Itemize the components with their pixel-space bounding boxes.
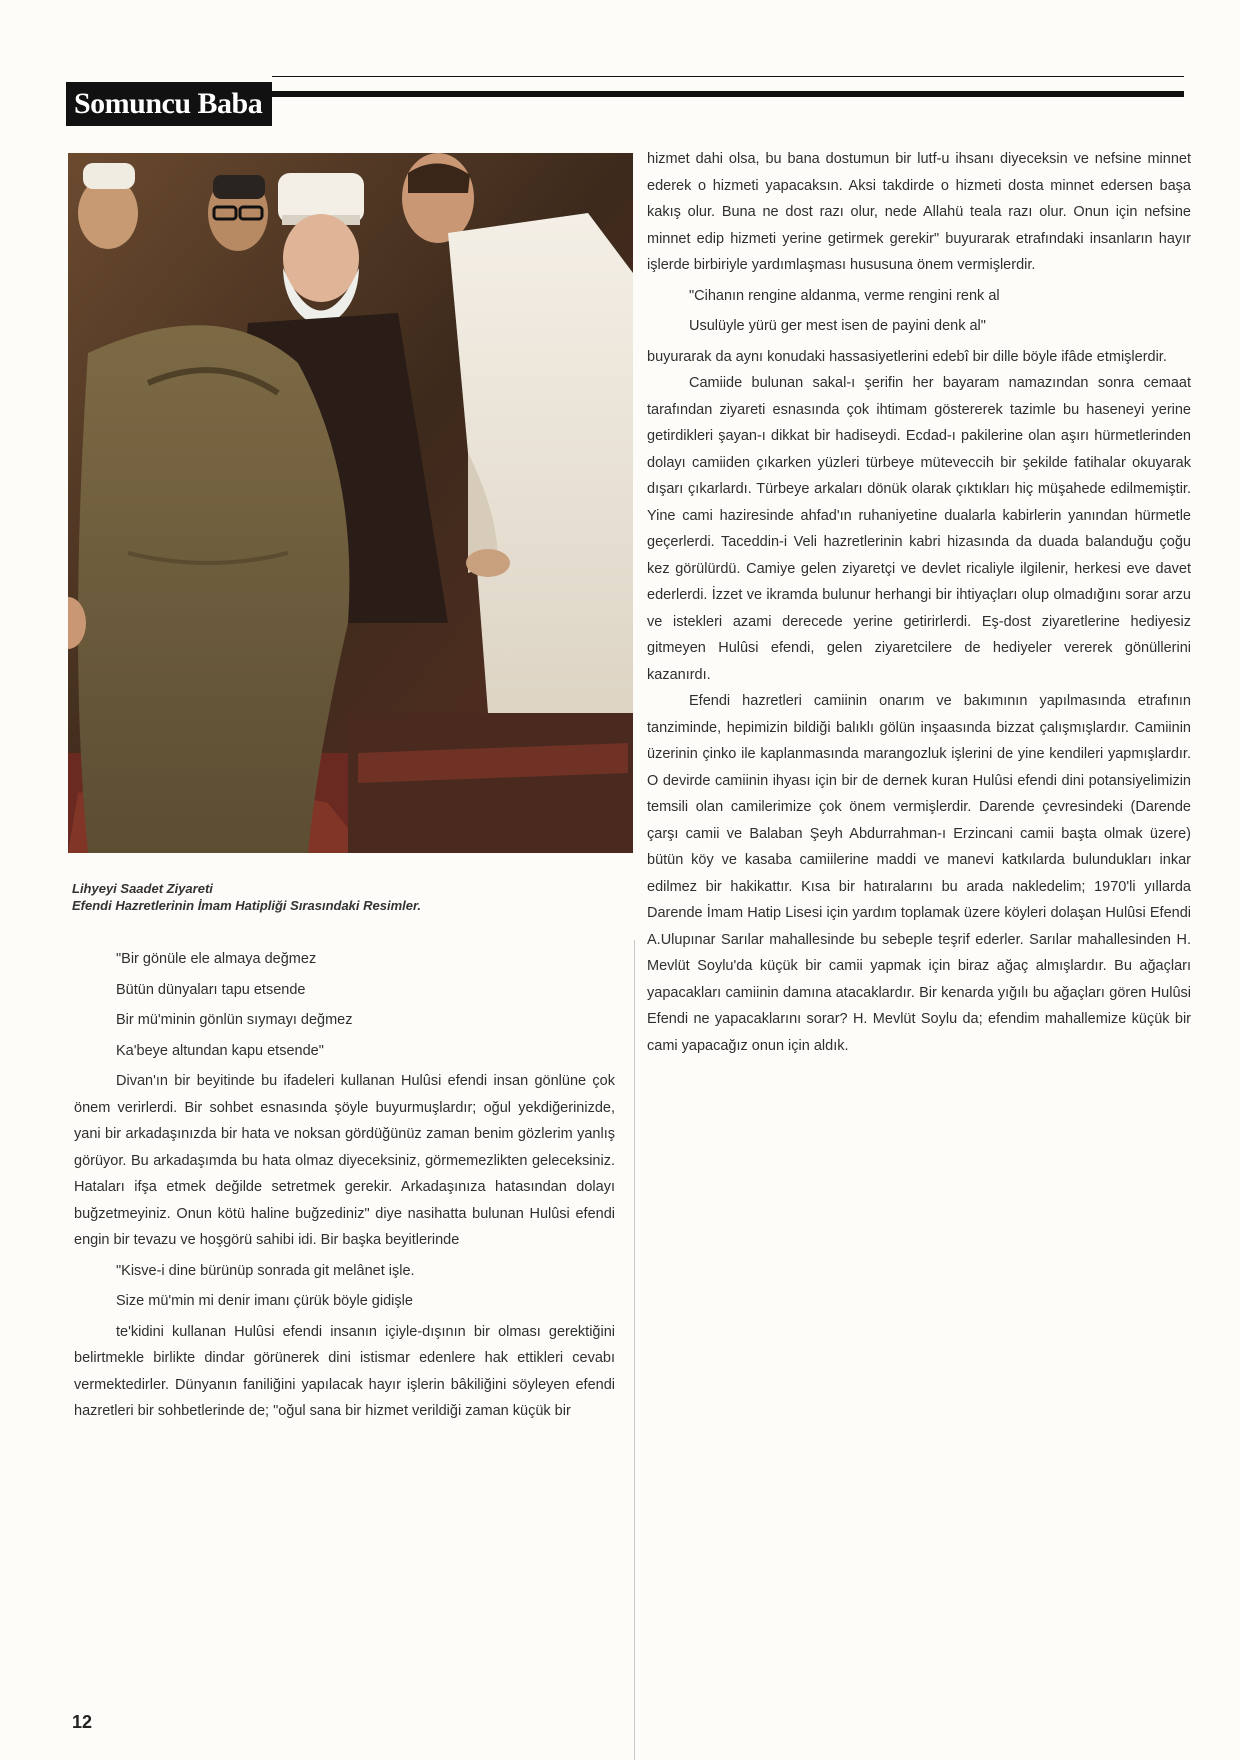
photo-illustration xyxy=(68,153,633,853)
photo-caption xyxy=(72,880,632,914)
header-thin-rule xyxy=(272,76,1184,77)
left-column xyxy=(74,942,615,1425)
verse-line: "Kisve-i dine bürünüp sonrada git melânet işle. xyxy=(116,1262,415,1279)
column-divider xyxy=(634,940,635,1760)
paragraph: Efendi hazretleri camiinin onarım ve bakımının yapılmasında etrafının tanziminde, hepimizin bildiği balıklı gölün inşaasında bizzat çalışmışlardır. Camiinin üzerinin çinko ile kaplanmasında marangozluk işlerini de yine kendileri yapmışlardır. O devirde camiinin ihyası için bir de dernek kuran Hulûsi efendi dini potansiyelimizin temsili olan camilerimize çok önem vermişlerdir. Darende çevresindeki (Darende çarşı camii ve Balaban Şeyh Abdurrahman-ı Erzincani camii başta olmak üzere) bütün köy ve kasaba camiilerine maddi ve manevi katkılarda bulundukları inkar edilmez bir hakikattır. Kısa bir hatıralarını bu arada nakledelim; 1970'li yıllarda Darende İmam Hatip Lisesi için yardım toplamak üzere köyleri dolaşan Hulûsi Efendi A.Ulupınar Sarılar mahallesinde bu sebeple teşrif ederler. Sarılar mahallesinden H. Mevlüt Soylu'da küçük bir camii yapmak için biraz ağaç almışlardır. Bu ağaçları yapacakları camiinin damına atacaklardır. Bir kenarda yığılı bu ağaçları gören Hulûsi Efendi ne yapacaklarını sorar? H. Mevlüt Soylu da; efendim mahallemize küçük bir cami yapacağız onun için aldık. xyxy=(647,693,1191,1054)
verse-line: Bir mü'minin gönlün sıymayı değmez xyxy=(116,1012,353,1028)
verse-line: Bütün dünyaları tapu etsende xyxy=(116,981,306,998)
paragraph: Divan'ın bir beyitinde bu ifadeleri kullanan Hulûsi efendi insan gönlüne çok önem verirlerdi. Bir sohbet esnasında şöyle buyurmuşlardır; oğul yekdiğerinizde, yani bir arkadaşınızda bir hata ve noksan gördüğünüz zaman benim gözlerim yanlış görüyor. Bu arkadaşımda bu hata olmaz diyeceksiniz, görmemezlikten geleceksiniz. Hataları ifşa etmek değilde setretmek gerekir. Arkadaşınıza hatasından dolayı buğzetmeyiniz. Onun kötü haline buğzediniz" diye nasihatta bulunan Hulûsi efendi engin bir tevazu ve hoşgörü sahibi idi. Bir başka beyitlerinde xyxy=(74,1073,615,1248)
verse-line: "Bir gönüle ele almaya değmez xyxy=(116,951,317,967)
verse-line: Usulüyle yürü ger mest isen de payini denk al" xyxy=(689,318,986,334)
caption-line-1: Lihyeyi Saadet Ziyareti xyxy=(72,881,213,896)
verse-line: Ka'beye altundan kapu etsende" xyxy=(116,1042,324,1059)
header-thick-rule xyxy=(272,91,1184,97)
verse-line: Size mü'min mi denir imanı çürük böyle gidişle xyxy=(116,1293,413,1309)
paragraph: te'kidini kullanan Hulûsi efendi insanın içiyle-dışının bir olması gerektiğini belirtmekle birlikte dindar görünerek dini istismar edenlere hak ettikleri cevabı vermektedirler. Dünyanın faniliğini yapılacak hayır işlerin bâkiliğini söyleyen efendi hazretleri bir sohbetlerinde de; "oğul sana bir hizmet verildiği zaman küçük bir xyxy=(74,1323,615,1419)
verse-line: "Cihanın rengine aldanma, verme rengini renk al xyxy=(689,287,1000,304)
right-column xyxy=(647,146,1191,1059)
ceremony-photo xyxy=(68,153,633,853)
caption-line-2: Efendi Hazretlerinin İmam Hatipliği Sırasındaki Resimler. xyxy=(72,898,421,913)
paragraph: Camiide bulunan sakal-ı şerifin her bayaram namazından sonra cemaat tarafından ziyareti esnasında çok ihtimam göstererek tazimle bu haseneyi yerine getirdikleri şayan-ı dikkat bir hadiseydi. Ecdad-ı pakilerine olan aşırı hürmetlerinden dolayı camiiden çıkarken yüzleri türbeye müteveccih bir şekilde fatihalar okuyarak dışarı çıkarlardı. Türbeye arkaları dönük olarak çıktıkları hiç müşahede edilmemiştir. Yine cami haziresinde ahfad'ın ruhaniyetine dualarla kabirlerin yanından hürmetle geçerlerdi. Taceddin-i Veli hazretlerinin kabri hizasında da duada balanduğu çoğu kez görülürdü. Camiye gelen ziyaretçi ve devlet ricaliyle ilgilenir, herkesi eve davet ederlerdi. İzzet ve ikramda bulunur herhangi bir ihtiyaçları olup olmadığını sorar arzu ve istekleri azami derecede yerine getirirlerdi. Eş-dost ziyaretlerine hediyesiz gitmeyen Hulûsi efendi, gelen ziyaretcilere de hediyeler vererek gönüllerini kazanırdı. xyxy=(647,375,1191,683)
page-number: 12 xyxy=(72,1712,93,1732)
paragraph: buyurarak da aynı konudaki hassasiyetlerini edebî bir dille böyle ifâde etmişlerdir. xyxy=(647,348,1167,365)
paragraph: hizmet dahi olsa, bu bana dostumun bir lutf-u ihsanı diyeceksin ve nefsine minnet ederek o hizmeti yapacaksın. Aksi takdirde o hizmeti dosta minnet edersen başa kakış olur. Buna ne dost razı olur, nede Allahü teala razı olur. Onun için nefsine minnet edip hizmeti yerine getirmek gerekir" buyurarak etrafındaki insanların hayır işlerde birbiriyle yardımlaşması hususuna önem vermişlerdir. xyxy=(647,151,1191,273)
magazine-title: Somuncu Baba xyxy=(66,82,272,126)
